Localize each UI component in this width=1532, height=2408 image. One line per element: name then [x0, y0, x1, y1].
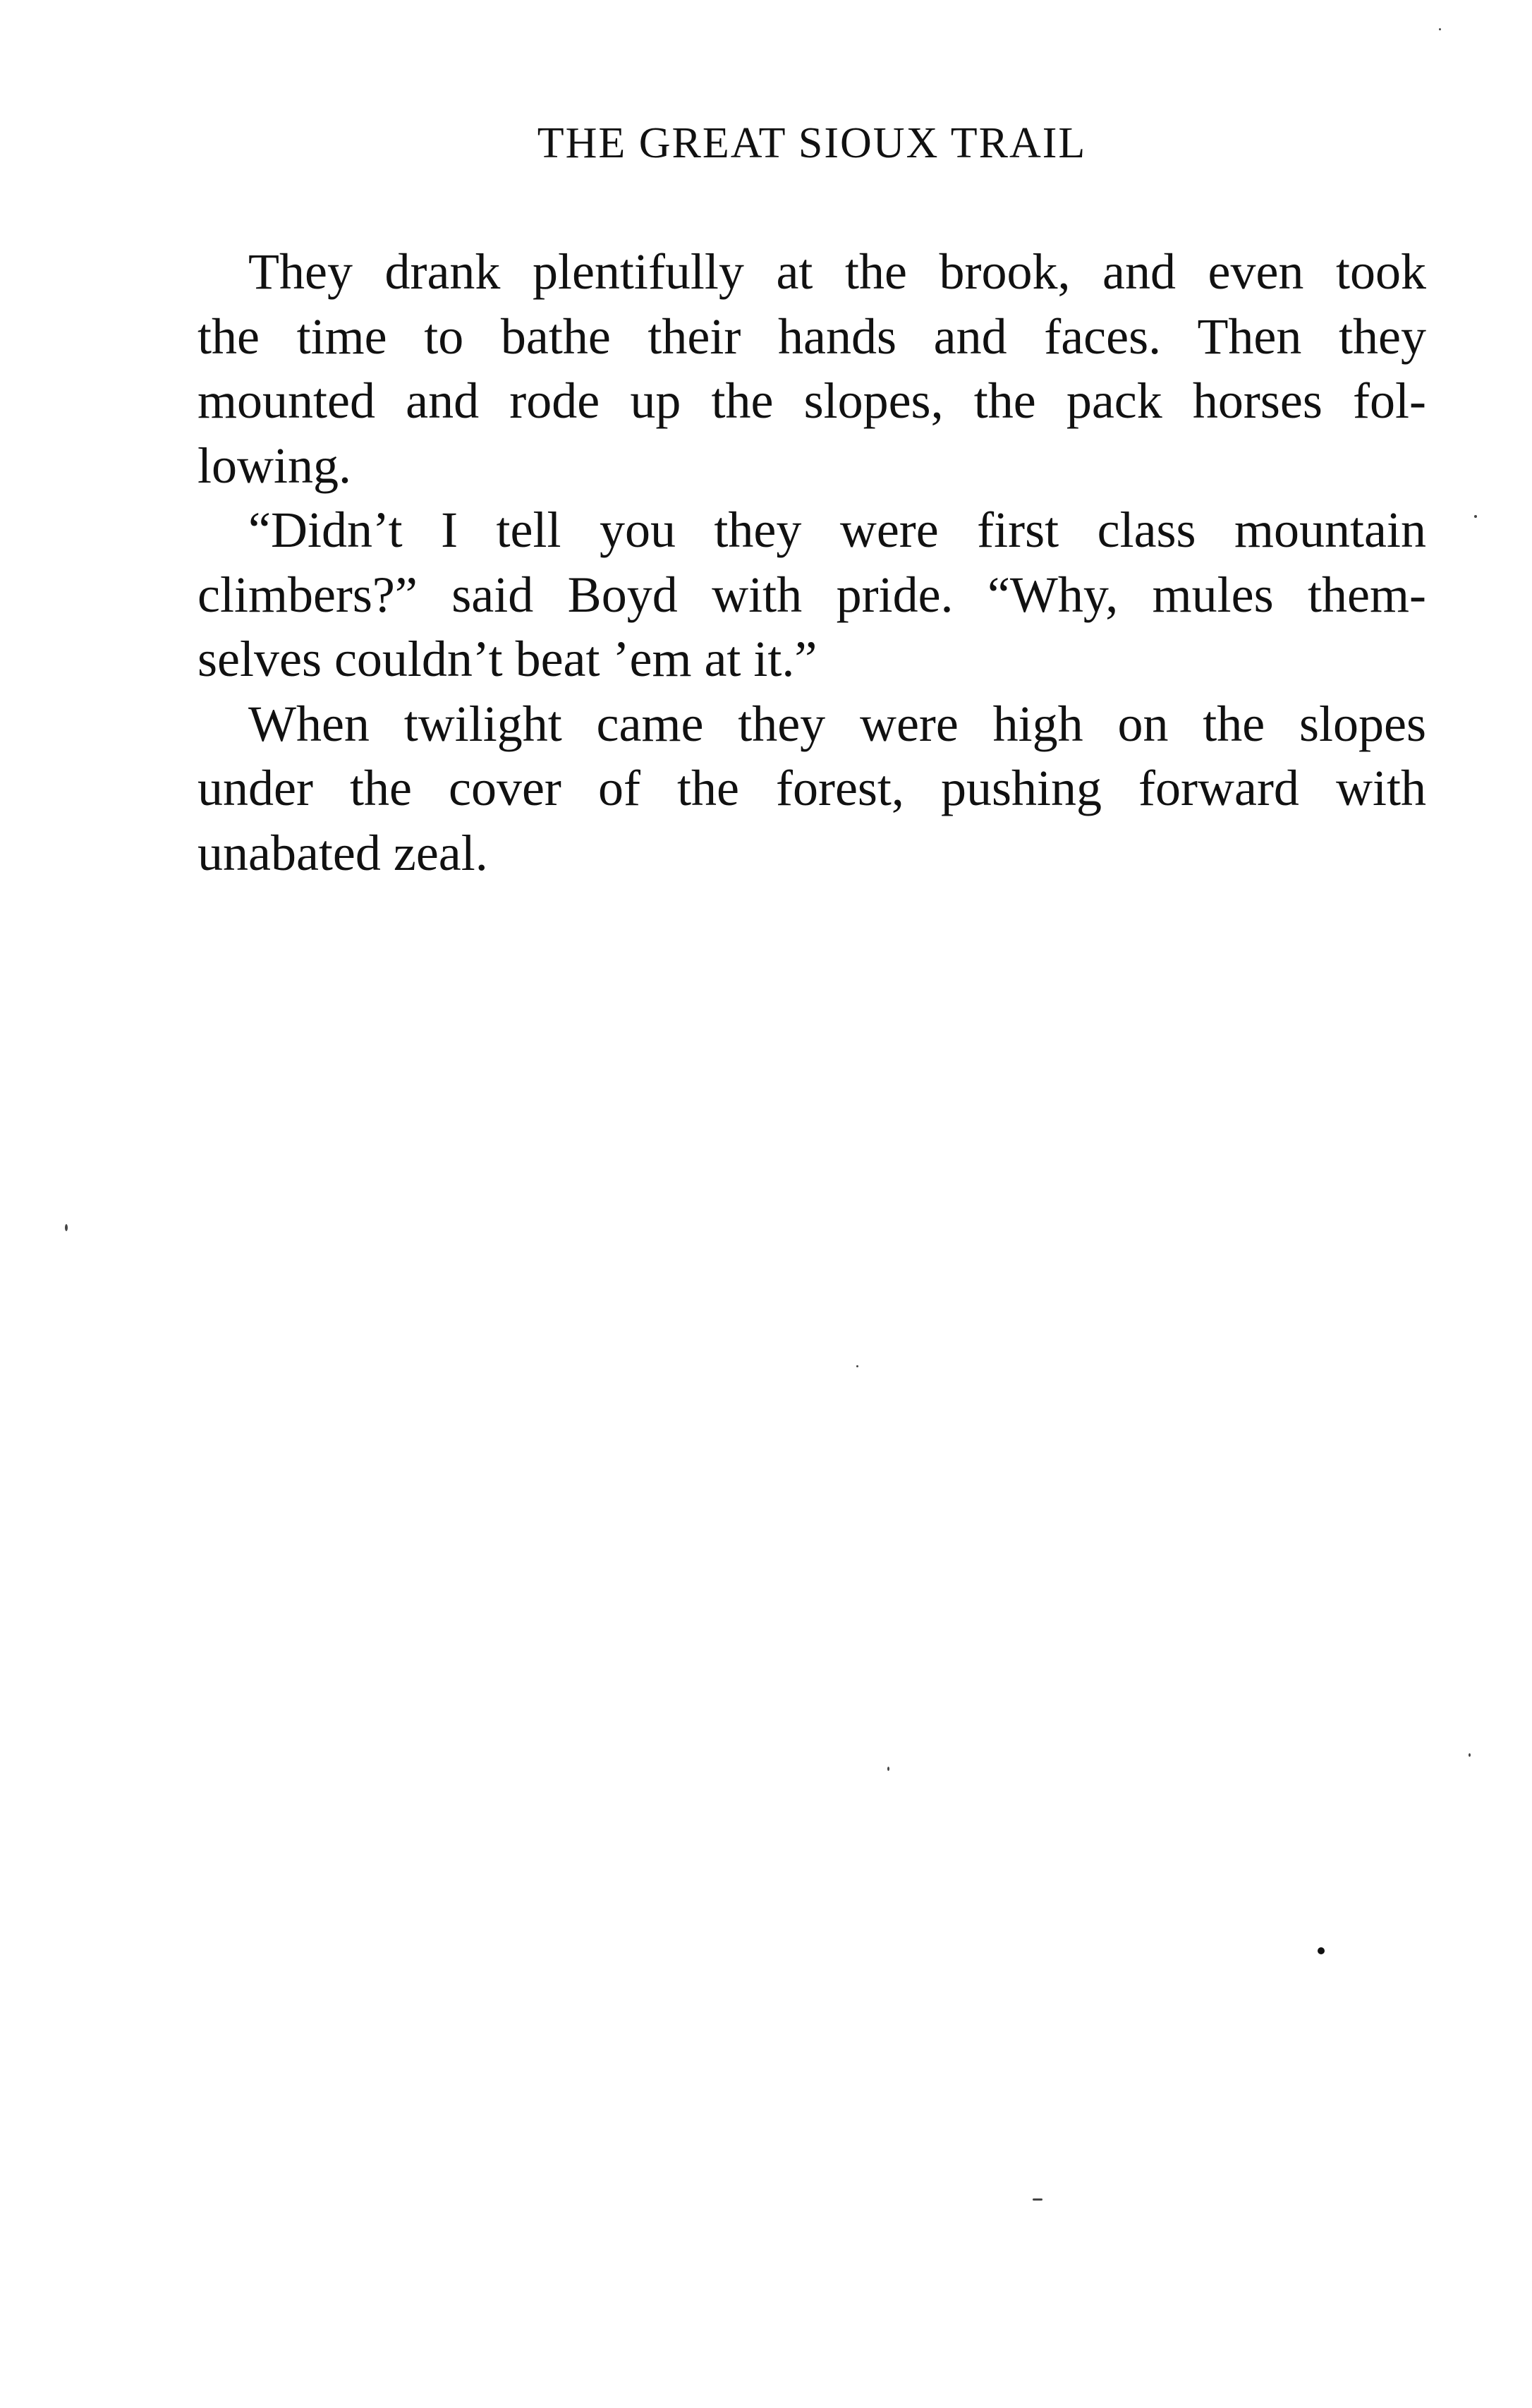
scan-speck [1474, 515, 1477, 518]
paragraph [197, 498, 1426, 692]
paragraph [197, 240, 1426, 498]
scan-speck [65, 1224, 68, 1231]
text-line: When twilight came they were high on the slopes [248, 695, 1426, 752]
paragraph [197, 692, 1426, 886]
scan-speck [887, 1767, 889, 1771]
body-text [197, 240, 1426, 885]
scan-speck [1469, 1753, 1471, 1757]
scan-speck [1318, 1947, 1325, 1954]
text-line: They drank plentifully at the brook, and even took [248, 243, 1426, 300]
scan-speck [1033, 2198, 1042, 2201]
text-line: under the cover of the forest, pushing forward with [197, 760, 1426, 816]
text-line: unabated zeal. [197, 824, 488, 881]
text-line: the time to bathe their hands and faces. Then they [197, 308, 1426, 365]
text-line: mounted and rode up the slopes, the pack horses fol- [197, 373, 1426, 429]
text-line: climbers?” said Boyd with pride. “Why, mules them- [197, 566, 1426, 623]
scan-speck [856, 1365, 858, 1367]
text-line: lowing. [197, 437, 352, 494]
running-head: THE GREAT SIOUX TRAIL [537, 119, 1087, 167]
text-line: selves couldn’t beat ’em at it.” [197, 631, 817, 687]
text-line: “Didn’t I tell you they were first class mountain [248, 502, 1426, 558]
scan-speck [1439, 28, 1441, 30]
